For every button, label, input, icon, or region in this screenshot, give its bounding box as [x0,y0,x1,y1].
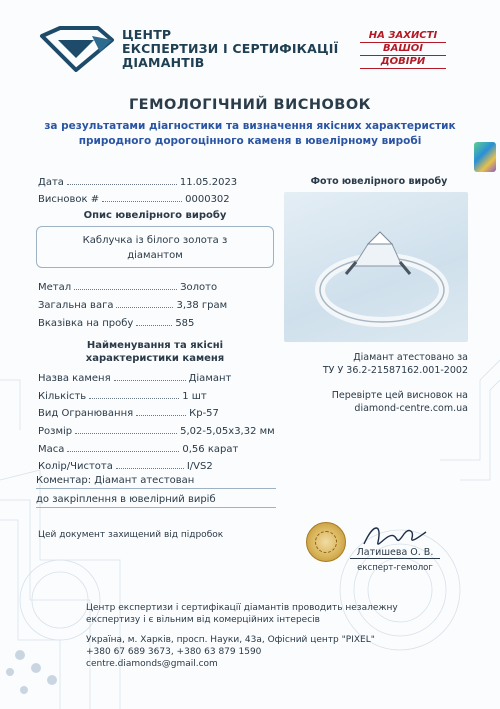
description-line: діамантом [127,250,183,261]
stone-heading [36,339,274,365]
metal-value: Золото [180,282,218,293]
attestation-line: Діамант атестовано за [353,352,468,363]
dotted-leader [89,390,179,399]
weight-value: 3,38 грам [176,300,228,311]
stone-color-row [38,460,213,472]
stone-cut-label: Вид Огранювання [38,408,134,419]
date-row [38,176,237,188]
signer-name: Латишева О. В. [350,547,440,559]
stone-size-row [38,425,275,437]
dotted-leader [102,193,182,202]
dotted-leader [136,317,172,326]
stone-heading-line: Найменування та якісні [86,340,224,351]
hallmark-value: 585 [175,318,195,329]
document-title: ГЕМОЛОГІЧНИЙ ВИСНОВОК [128,97,372,113]
dotted-leader [67,176,177,185]
org-name-line: ЕКСПЕРТИЗИ І СЕРТИФІКАЦІЇ [122,41,339,56]
slogan-line: ВАШОЇ [360,43,446,56]
dotted-leader [75,425,177,434]
comment-line: до закріплення в ювелірний виріб [36,494,276,508]
dotted-leader [116,299,173,308]
org-name-line: ДІАМАНТІВ [122,55,205,70]
stone-mass-row [38,443,238,455]
number-row [38,193,230,205]
stone-mass-label: Маса [38,444,65,455]
subtitle-line: за результатами діагностики та визначення якісних характеристик [44,120,456,132]
stone-count-row [38,390,207,402]
stone-heading-line: характеристики каменя [85,353,225,364]
dotted-leader [116,460,184,469]
stone-color-label: Колір/Чистота [38,461,113,472]
slogan-line: НА ЗАХИСТІ [360,30,446,43]
verify-line: Перевірте цей висновок на [331,390,468,401]
subtitle-line: природного дорогоцінного каменя в ювелірному виробі [78,135,422,147]
hologram-sticker-icon [474,142,496,172]
stone-size-value: 5,02-5,05х3,32 мм [180,426,275,437]
metal-label: Метал [38,282,72,293]
document-subtitle [0,119,500,149]
hallmark-label: Вказівка на пробу [38,318,134,329]
product-description-box [36,226,274,268]
dotted-leader [74,281,177,290]
stone-name-label: Назва каменя [38,373,111,384]
stone-color-value: I/VS2 [186,461,213,472]
footer-statement [86,602,398,626]
stone-cut-row [38,407,219,419]
weight-label: Загальна вага [38,300,114,311]
stone-mass-value: 0,56 карат [182,444,239,455]
dotted-leader [67,443,179,452]
stone-name-value: Діамант [188,373,232,384]
verify-note [300,389,468,415]
description-line: Каблучка із білого золота з [82,235,228,246]
verify-link[interactable]: diamond-centre.com.ua [354,403,468,414]
number-label: Висновок # [38,194,100,205]
phone-line: +380 67 689 3673, +380 63 879 1590 [86,647,262,657]
organization-name [122,28,338,70]
protection-note: Цей документ захищений від підробок [38,530,224,540]
metal-row [38,281,217,293]
date-value: 11.05.2023 [179,177,238,188]
signer-role: експерт-гемолог [357,563,433,573]
slogan-line: ДОВІРИ [360,56,446,69]
dotted-leader [114,372,186,381]
ring-image-icon [284,192,468,342]
number-value: 0000302 [185,194,230,205]
dotted-leader [136,407,186,416]
stone-name-row [38,372,231,384]
slogan [360,30,446,69]
contact-address [86,634,375,670]
attestation-note [300,351,468,377]
footer-line: експертизу і є вільним від комерційних інтересів [86,615,320,625]
hallmark-row [38,317,194,329]
photo-label: Фото ювелірного виробу [310,176,448,187]
weight-row [38,299,227,311]
product-heading: Опис ювелірного виробу [83,210,227,221]
stone-cut-value: Кр-57 [189,408,219,419]
date-label: Дата [38,177,64,188]
email-link[interactable]: centre.diamonds@gmail.com [86,659,218,669]
stone-size-label: Розмір [38,426,73,437]
address-line: Україна, м. Харків, просп. Науки, 43а, Офісний центр "PIXEL" [86,635,375,645]
attestation-line: ТУ У 36.2-21587162.001-2002 [322,365,468,376]
org-name-line: ЦЕНТР [122,27,172,42]
stone-count-value: 1 шт [182,391,207,402]
footer-line: Центр експертизи і сертифікації діамантів проводить незалежну [86,603,398,613]
comment-line: Коментар: Діамант атестован [36,475,276,489]
stone-count-label: Кількість [38,391,87,402]
diamond-logo-icon [36,26,116,72]
jewelry-photo [284,192,468,342]
gold-seal-icon [306,522,346,562]
